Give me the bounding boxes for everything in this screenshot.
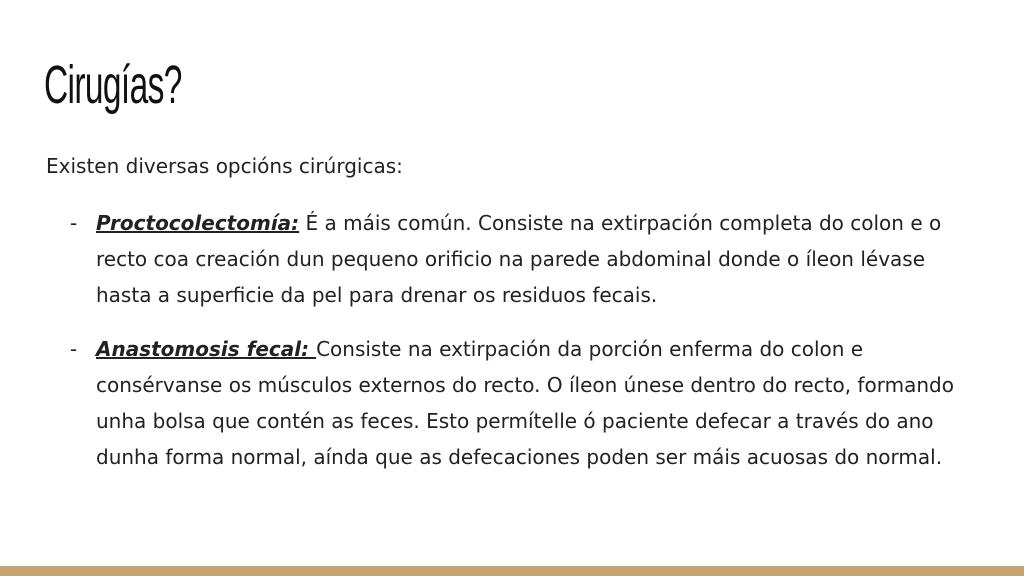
surgery-options-list [64, 205, 964, 493]
bullet-dash: - [70, 337, 78, 361]
description-anastomosis: Consiste na extirpación da porción enferma do colon e consérvanse os músculos externos do recto. O íleon únese dentro do recto, formando unha bolsa que contén as feces. Esto permítelle ó paciente defecar a través do ano dunha forma normal, aínda que as defecaciones poden ser máis acuosas do normal. [96, 337, 954, 469]
description-proctocolectomia: É a máis común. Consiste na extirpación completa do colon e o recto coa creación dun pequeno orificio na parede abdominal donde o íleon lévase hasta a superficie da pel para drenar os residuos fecais. [96, 211, 942, 307]
term-proctocolectomia: Proctocolectomía: [96, 211, 300, 235]
intro-text: Existen diversas opcións cirúrgicas: [46, 154, 403, 178]
list-item-proctocolectomia [64, 205, 964, 313]
bottom-accent-bar [0, 566, 1024, 576]
slide-title: Cirugías? [44, 55, 182, 115]
list-item-anastomosis [64, 331, 964, 475]
term-anastomosis: Anastomosis fecal: [96, 337, 317, 361]
bullet-dash: - [70, 211, 78, 235]
